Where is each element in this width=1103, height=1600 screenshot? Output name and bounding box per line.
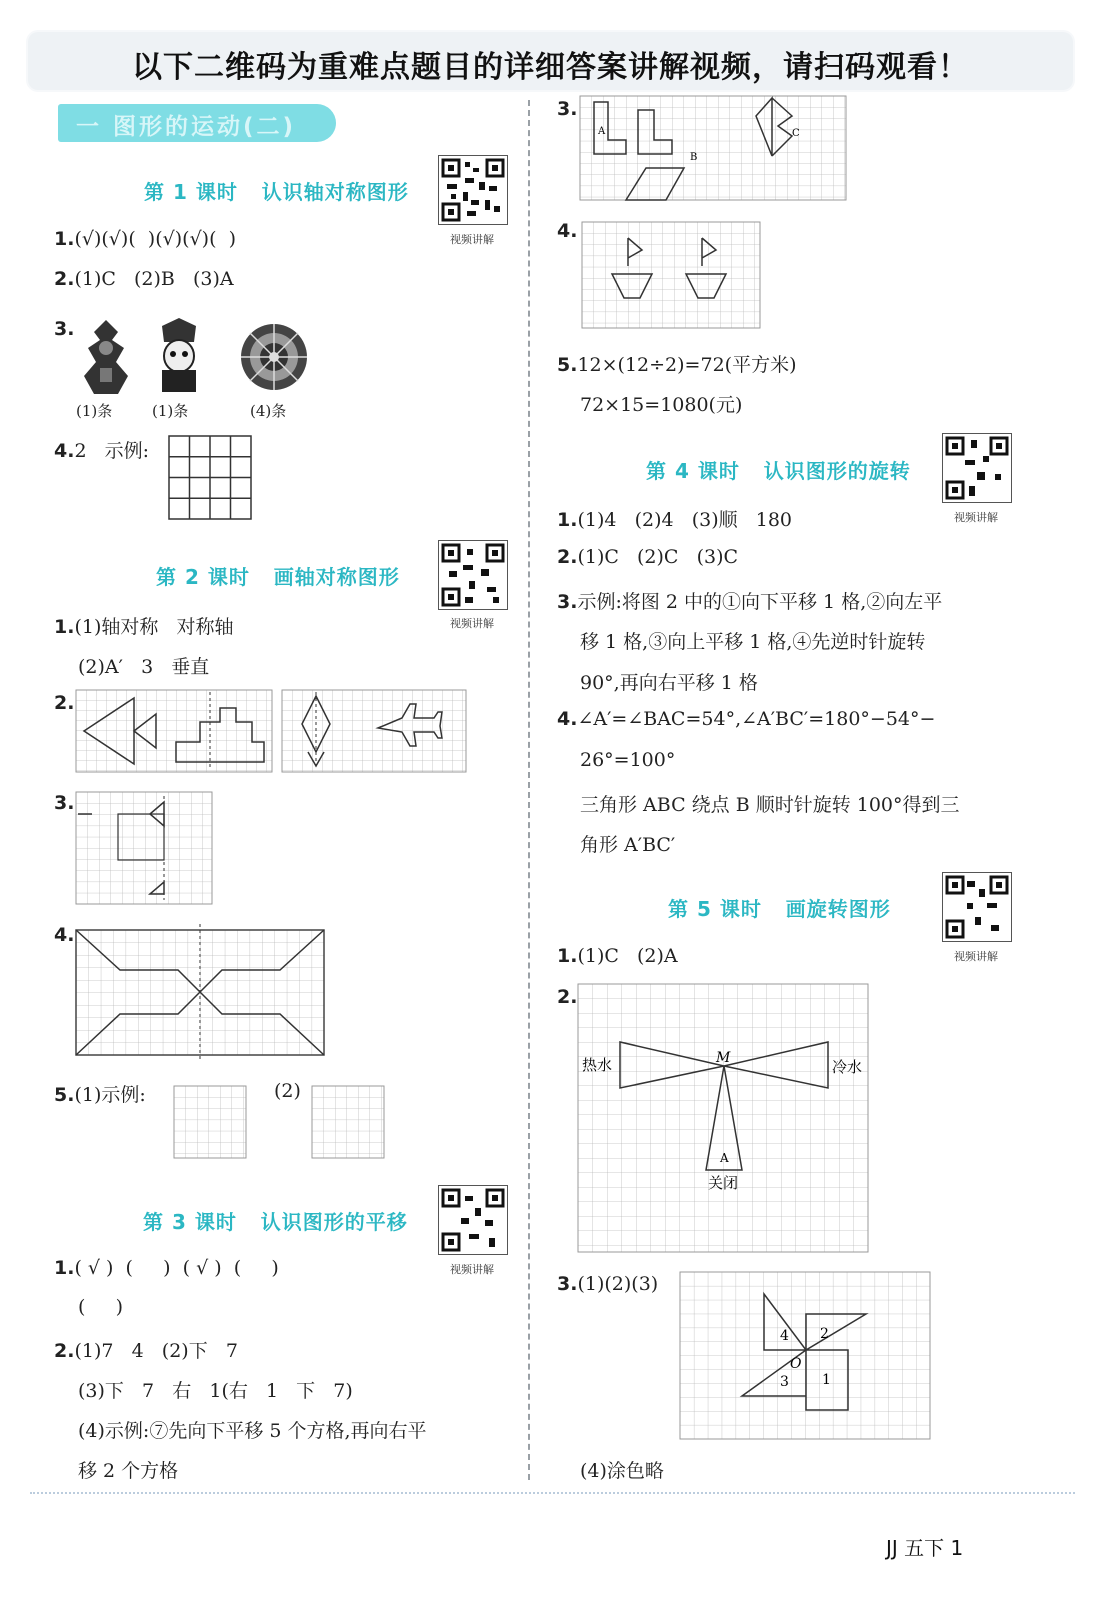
- header-banner: [28, 32, 1073, 90]
- l1-q2-answer: (1)C (2)B (3)A: [74, 268, 234, 290]
- fig3-label-b: B: [690, 152, 698, 163]
- question-number: 4.: [54, 440, 75, 462]
- r4-q2-answer: (1)C (2)C (3)C: [577, 546, 739, 568]
- r5-q3-answer: (1)(2)(3): [577, 1273, 659, 1295]
- r5-q3-grid: [680, 1272, 932, 1442]
- question-number: 3.: [54, 318, 75, 340]
- r4-q2: [557, 546, 738, 568]
- qr-pattern: [439, 1186, 507, 1254]
- l2-q3: [54, 792, 74, 814]
- qr-code-icon[interactable]: [942, 433, 1012, 503]
- qr-pattern: [943, 434, 1011, 502]
- lesson-4-title: 第 4 课时 认识图形的旋转: [646, 459, 911, 483]
- question-number: 1.: [54, 616, 75, 638]
- r5-q2-grid: [578, 984, 870, 1254]
- fig2-label-m: M: [716, 1050, 731, 1066]
- l2-q3-grid: [76, 792, 214, 904]
- qr-code-icon[interactable]: [438, 155, 508, 225]
- fig3-part-1: 1: [822, 1372, 831, 1388]
- l1-q4: [54, 436, 149, 463]
- l2-q5-grid-1: [174, 1086, 248, 1160]
- r4-q4b-answer: 26°=100°: [580, 749, 676, 771]
- fig3-point-o: O: [790, 1356, 802, 1372]
- question-number: 3.: [557, 591, 578, 613]
- r4-q3: [557, 587, 942, 614]
- l1-q2: [54, 268, 234, 290]
- l1-q1-answer: (√)(√)( )(√)(√)( ): [74, 228, 236, 250]
- l2-q4: [54, 924, 74, 946]
- question-number: 5.: [557, 354, 578, 376]
- r3-q5a-answer: 12×(12÷2)=72(平方米): [577, 354, 797, 376]
- banner-text: 以下二维码为重难点题目的详细答案讲解视频，请扫码观看！: [132, 50, 969, 85]
- question-number: 5.: [54, 1084, 75, 1106]
- bottom-rule: [30, 1492, 1075, 1494]
- r4-q3b-answer: 移 1 格,③向上平移 1 格,④先逆时针旋转: [580, 631, 926, 653]
- r3-q3-grid: [580, 96, 848, 202]
- qr-pattern: [439, 541, 507, 609]
- l2-q5b-answer: (2): [274, 1080, 301, 1102]
- r3-q4-grid: [582, 222, 762, 330]
- question-number: 1.: [54, 228, 75, 250]
- lesson-2-title: 第 2 课时 画轴对称图形: [156, 565, 400, 589]
- r4-q4: [557, 708, 935, 730]
- r4-q4d-answer: 角形 A′BC′: [580, 834, 676, 856]
- l1-q1: [54, 228, 236, 250]
- l1-q3: [54, 318, 74, 340]
- l2-q2-grid-left: [76, 690, 276, 772]
- question-number: 4.: [557, 220, 578, 242]
- column-divider: [528, 100, 530, 1480]
- l3-q1: [54, 1257, 279, 1279]
- r3-q5: [557, 350, 796, 377]
- qr-caption: 视频讲解: [450, 1263, 494, 1276]
- qr-caption: 视频讲解: [450, 233, 494, 246]
- fig2-label-close: 关闭: [708, 1174, 739, 1192]
- question-number: 3.: [557, 98, 578, 120]
- qr-code-icon[interactable]: [942, 872, 1012, 942]
- qr-pattern: [943, 873, 1011, 941]
- fig2-label-a: A: [720, 1151, 729, 1165]
- page-footer: JJ 五下 1: [886, 1536, 964, 1560]
- r5-q3: [557, 1273, 658, 1295]
- question-number: 2.: [54, 1340, 75, 1362]
- lesson-5-title: 第 5 课时 画旋转图形: [668, 897, 891, 921]
- l1-q3-label-2: (1)条: [152, 402, 189, 420]
- question-number: 2.: [557, 546, 578, 568]
- lesson-3-title: 第 3 课时 认识图形的平移: [143, 1210, 408, 1234]
- question-number: 4.: [557, 708, 578, 730]
- r4-q3c-answer: 90°,再向右平移 1 格: [580, 672, 758, 694]
- r4-q4a-answer: ∠A′=∠BAC=54°,∠A′BC′=180°−54°−: [577, 708, 936, 730]
- l3-q2d-answer: 移 2 个方格: [78, 1460, 179, 1482]
- r5-q1: [557, 945, 678, 967]
- l3-q2c-answer: (4)示例:⑦先向下平移 5 个方格,再向右平: [78, 1420, 427, 1442]
- l2-q5: [54, 1080, 146, 1107]
- l2-q2-grid-right: [282, 690, 468, 772]
- l1-q3-label-1: (1)条: [76, 402, 113, 420]
- question-number: 1.: [54, 1257, 75, 1279]
- qr-pattern: [439, 156, 507, 224]
- qr-code-icon[interactable]: [438, 540, 508, 610]
- l3-q2a-answer: (1)7 4 (2)下 7: [74, 1340, 238, 1362]
- unit-title: 一 图形的运动(二): [76, 114, 297, 140]
- fig3-part-2: 2: [820, 1326, 829, 1342]
- question-number: 2.: [557, 986, 578, 1008]
- ornament-figure-1: [78, 318, 134, 396]
- question-number: 2.: [54, 268, 75, 290]
- qr-caption: 视频讲解: [450, 617, 494, 630]
- fig2-label-hot: 热水: [582, 1056, 613, 1074]
- qr-caption: 视频讲解: [954, 950, 998, 963]
- fig3-part-3: 3: [780, 1374, 789, 1390]
- l2-q2: [54, 692, 74, 714]
- question-number: 3.: [54, 792, 75, 814]
- l2-q4-grid: [76, 930, 326, 1058]
- r3-q4: [557, 220, 577, 242]
- l3-q2b-answer: (3)下 7 右 1(右 1 下 7): [78, 1380, 353, 1402]
- unit-banner: [58, 104, 336, 142]
- opera-mask-figure: [154, 316, 204, 394]
- qr-code-icon[interactable]: [438, 1185, 508, 1255]
- l3-q1b-answer: ( ): [78, 1296, 124, 1318]
- fig2-label-cold: 冷水: [832, 1058, 863, 1076]
- question-number: 2.: [54, 692, 75, 714]
- question-number: 1.: [557, 509, 578, 531]
- qr-caption: 视频讲解: [954, 511, 998, 524]
- r4-q3a-answer: 示例:将图 2 中的①向下平移 1 格,②向左平: [577, 591, 943, 613]
- fig3-label-a: A: [598, 126, 606, 137]
- l3-q2: [54, 1336, 238, 1363]
- l1-q3-label-3: (4)条: [250, 402, 287, 420]
- r5-q1-answer: (1)C (2)A: [577, 945, 678, 967]
- l2-q1a-answer: (1)轴对称 对称轴: [74, 616, 234, 638]
- r4-q4c-answer: 三角形 ABC 绕点 B 顺时针旋转 100°得到三: [580, 794, 960, 816]
- lesson-1-title: 第 1 课时 认识轴对称图形: [144, 180, 409, 204]
- l2-q5-grid-2: [312, 1086, 386, 1160]
- fig3-part-4: 4: [780, 1328, 789, 1344]
- fig3-label-c: C: [792, 128, 800, 139]
- r5-q3-4-answer: (4)涂色略: [580, 1460, 664, 1482]
- question-number: 4.: [54, 924, 75, 946]
- r4-q1-answer: (1)4 (2)4 (3)顺 180: [577, 509, 792, 531]
- r5-q2: [557, 986, 577, 1008]
- l3-q1a-answer: ( √ ) ( ) ( √ ) ( ): [74, 1257, 279, 1279]
- r3-q5b-answer: 72×15=1080(元): [580, 394, 743, 416]
- r3-q3: [557, 98, 577, 120]
- l1-q4-answer: 2 示例:: [74, 440, 150, 462]
- l1-q4-grid: [168, 435, 252, 520]
- l2-q5a-answer: (1)示例:: [74, 1084, 146, 1106]
- l2-q1b-answer: (2)A′ 3 垂直: [78, 656, 210, 678]
- question-number: 3.: [557, 1273, 578, 1295]
- r4-q1: [557, 505, 792, 532]
- mandala-figure: [236, 322, 312, 392]
- question-number: 1.: [557, 945, 578, 967]
- l2-q1: [54, 612, 234, 639]
